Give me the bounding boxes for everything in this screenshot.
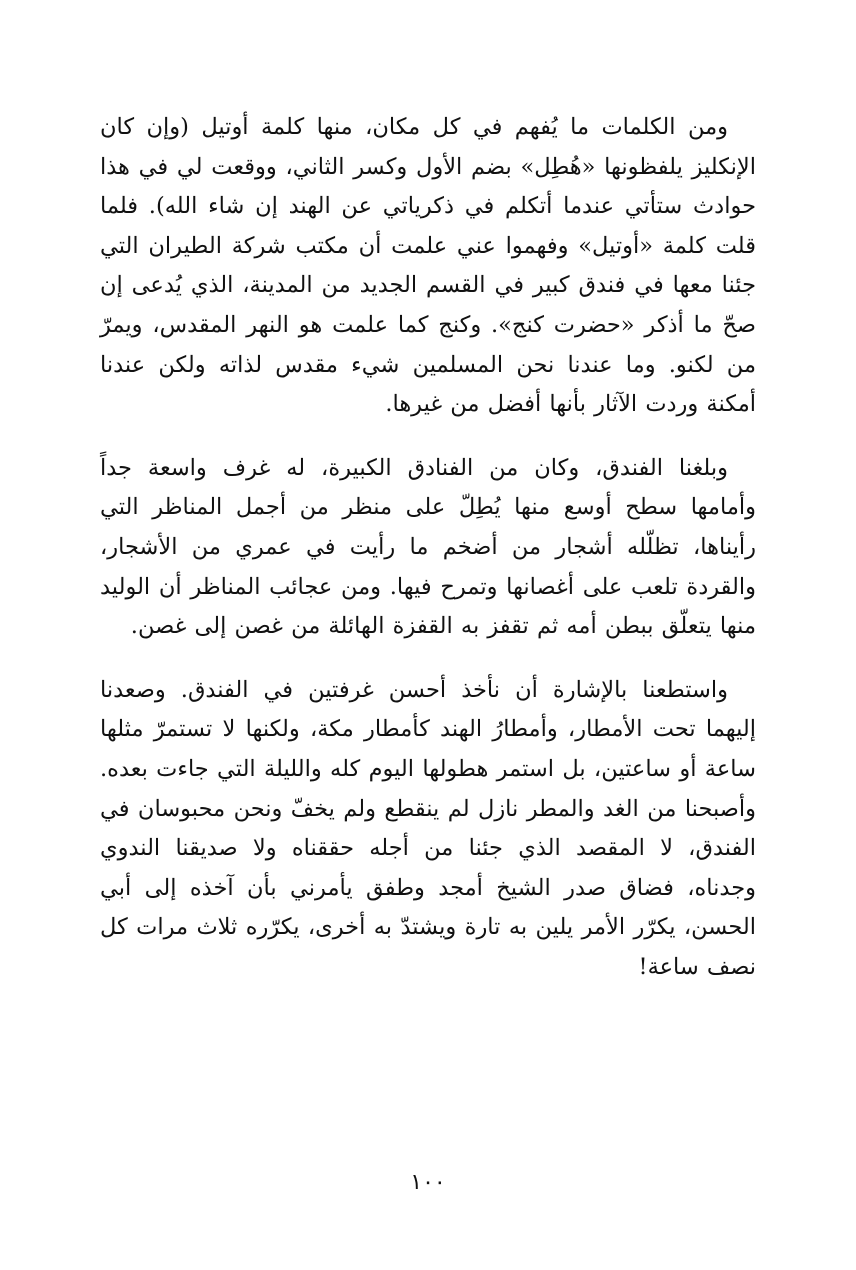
paragraph-2: وبلغنا الفندق، وكان من الفنادق الكبيرة، له غرف واسعة جداً وأمامها سطح أوسع منها يُطِلّ على منظر من أجمل المناظر التي رأيناها، تظلّله أشجار من أضخم ما رأيت في عمري من الأشجار، والقردة تلعب على أغصانها وتمرح فيها. ومن عجائب المناظر أن الوليد منها يتعلّق ببطن أمه ثم تقفز به القفزة الهائلة من غصن إلى غصن. [100,454,756,640]
paragraph-3: واستطعنا بالإشارة أن نأخذ أحسن غرفتين في الفندق. وصعدنا إليهما تحت الأمطار، وأمطارُ الهند كأمطار مكة، ولكنها لا تستمرّ مثلها ساعة أو ساعتين، بل استمر هطولها اليوم كله والليلة التي جاءت بعده. وأصبحنا من الغد والمطر نازل لم ينقطع ولم يخفّ ونحن محبوسان في الفندق، لا المقصد الذي جئنا من أجله حققناه ولا صديقنا الندوي وجدناه، فضاق صدر الشيخ أمجد وطفق يأمرني بأن آخذه إلى أبي الحسن، يكرّر الأمر يلين به تارة ويشتدّ به أخرى، يكرّره ثلاث مرات كل نصف ساعة! [100,676,756,980]
paragraph-1: ومن الكلمات ما يُفهم في كل مكان، منها كلمة أوتيل (وإن كان الإنكليز يلفظونها «هُطِل» بضم الأول وكسر الثاني، ووقعت لي في هذا حوادث ستأتي عندما أتكلم في ذكرياتي عن الهند إن شاء الله). فلما قلت كلمة «أوتيل» وفهموا عني علمت أن مكتب شركة الطيران التي جئنا معها في فندق كبير في القسم الجديد من المدينة، الذي يُدعى إن صحّ ما أذكر «حضرت كنج». وكنج كما علمت هو النهر المقدس، ويمرّ من لكنو. وما عندنا نحن المسلمين شيء مقدس لذاته ولكن عندنا أمكنة وردت الآثار بأنها أفضل من غيرها. [100,114,756,418]
page-number: ١٠٠ [410,1170,446,1195]
page-body [100,108,756,1011]
